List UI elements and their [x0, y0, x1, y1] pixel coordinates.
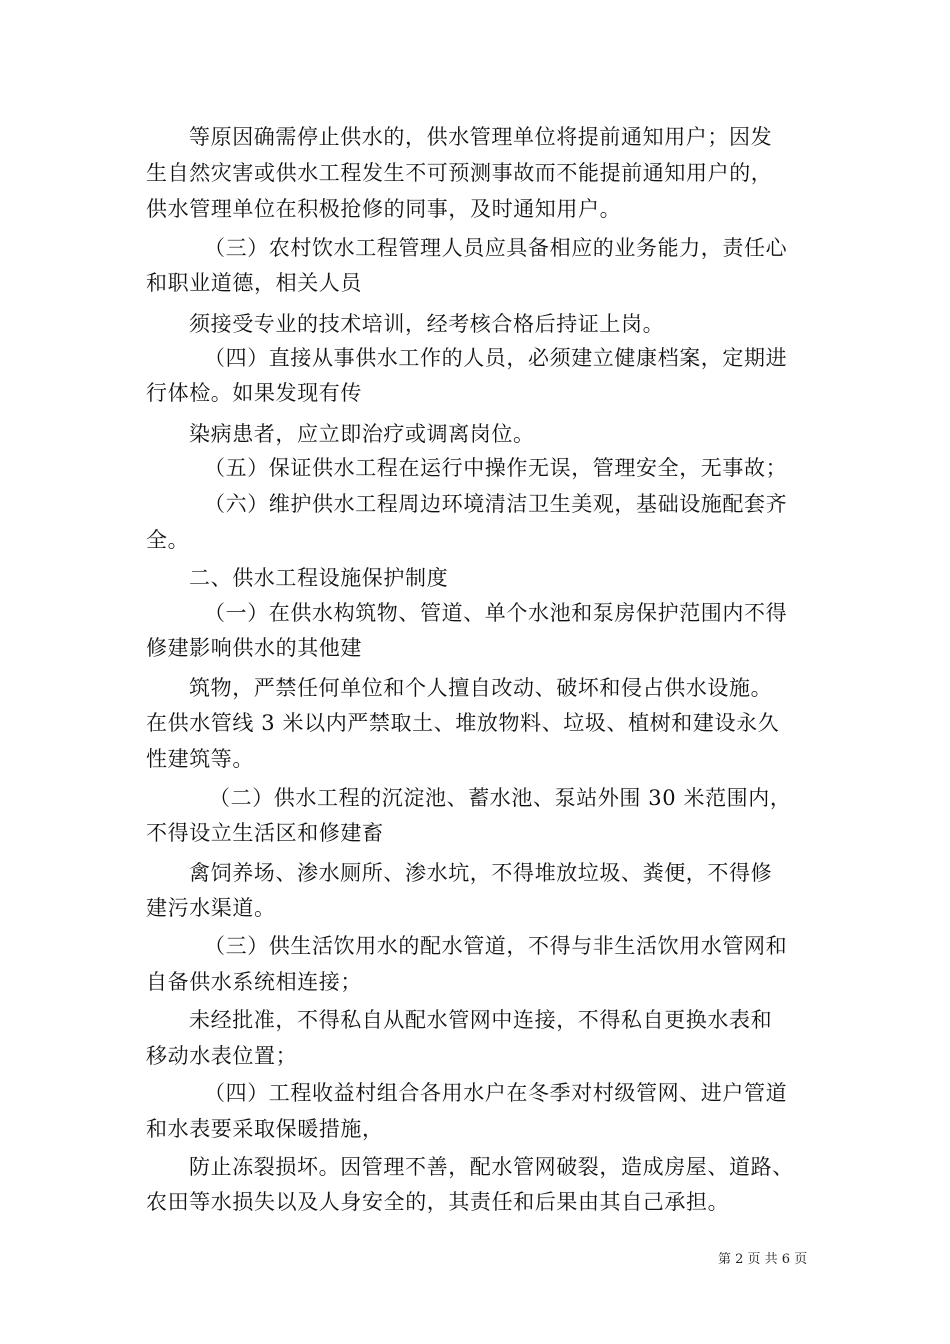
text-line: 行体检。如果发现有传	[146, 381, 362, 405]
text-line: 和水表要采取保暖措施，	[146, 1117, 384, 1141]
section-heading: 二、供水工程设施保护制度	[189, 566, 449, 590]
text-line: （六）维护供水工程周边环境清洁卫生美观，基础设施配套齐	[204, 492, 788, 516]
text-line: 禽饲养场、渗水厕所、渗水坑，不得堆放垃圾、粪便，不得修	[189, 861, 773, 885]
text-line: 自备供水系统相连接；	[146, 970, 362, 994]
text-line: 生自然灾害或供水工程发生不可预测事故而不能提前通知用户的，	[146, 161, 773, 185]
text-line: （一）在供水构筑物、管道、单个水池和泵房保护范围内不得	[204, 601, 788, 625]
text-line: 供水管理单位在积极抢修的同事，及时通知用户。	[146, 197, 622, 221]
text-line: （四）工程收益村组合各用水户在冬季对村级管网、进户管道	[204, 1081, 788, 1105]
text-line: 筑物，严禁任何单位和个人擅自改动、破坏和侵占供水设施。	[189, 676, 773, 700]
text-line: 全。	[146, 528, 190, 552]
text-line: 修建影响供水的其他建	[146, 636, 362, 660]
text-line: 性建筑等。	[146, 747, 254, 771]
text-line: 农田等水损失以及人身安全的，其责任和后果由其自己承担。	[146, 1190, 730, 1214]
text-line: 染病患者，应立即治疗或调离岗位。	[189, 422, 535, 446]
text-line: 须接受专业的技术培训，经考核合格后持证上岗。	[189, 312, 665, 336]
text-line: 移动水表位置；	[146, 1044, 298, 1068]
text-line: （三）农村饮水工程管理人员应具备相应的业务能力，责任心	[204, 236, 788, 260]
text-line: 等原因确需停止供水的，供水管理单位将提前通知用户；因发	[189, 125, 773, 149]
text-line: 在供水管线 3 米以内严禁取土、堆放物料、垃圾、植树和建设永久	[146, 711, 780, 735]
text-line: 建污水渠道。	[146, 896, 276, 920]
text-line: 和职业道德，相关人员	[146, 271, 362, 295]
text-line: （四）直接从事供水工作的人员，必须建立健康档案，定期进	[204, 346, 788, 370]
text-line: 防止冻裂损坏。因管理不善，配水管网破裂，造成房屋、道路、	[189, 1155, 794, 1179]
text-line: （二）供水工程的沉淀池、蓄水池、泵站外围 30 米范围内，	[209, 786, 792, 810]
text-line: （五）保证供水工程在运行中操作无误，管理安全，无事故；	[204, 456, 788, 480]
page-number: 第 2 页 共 6 页	[718, 1252, 808, 1267]
text-line: 未经批准，不得私自从配水管网中连接，不得私自更换水表和	[189, 1008, 773, 1032]
text-line: 不得设立生活区和修建畜	[146, 821, 384, 845]
text-line: （三）供生活饮用水的配水管道，不得与非生活饮用水管网和	[204, 934, 788, 958]
